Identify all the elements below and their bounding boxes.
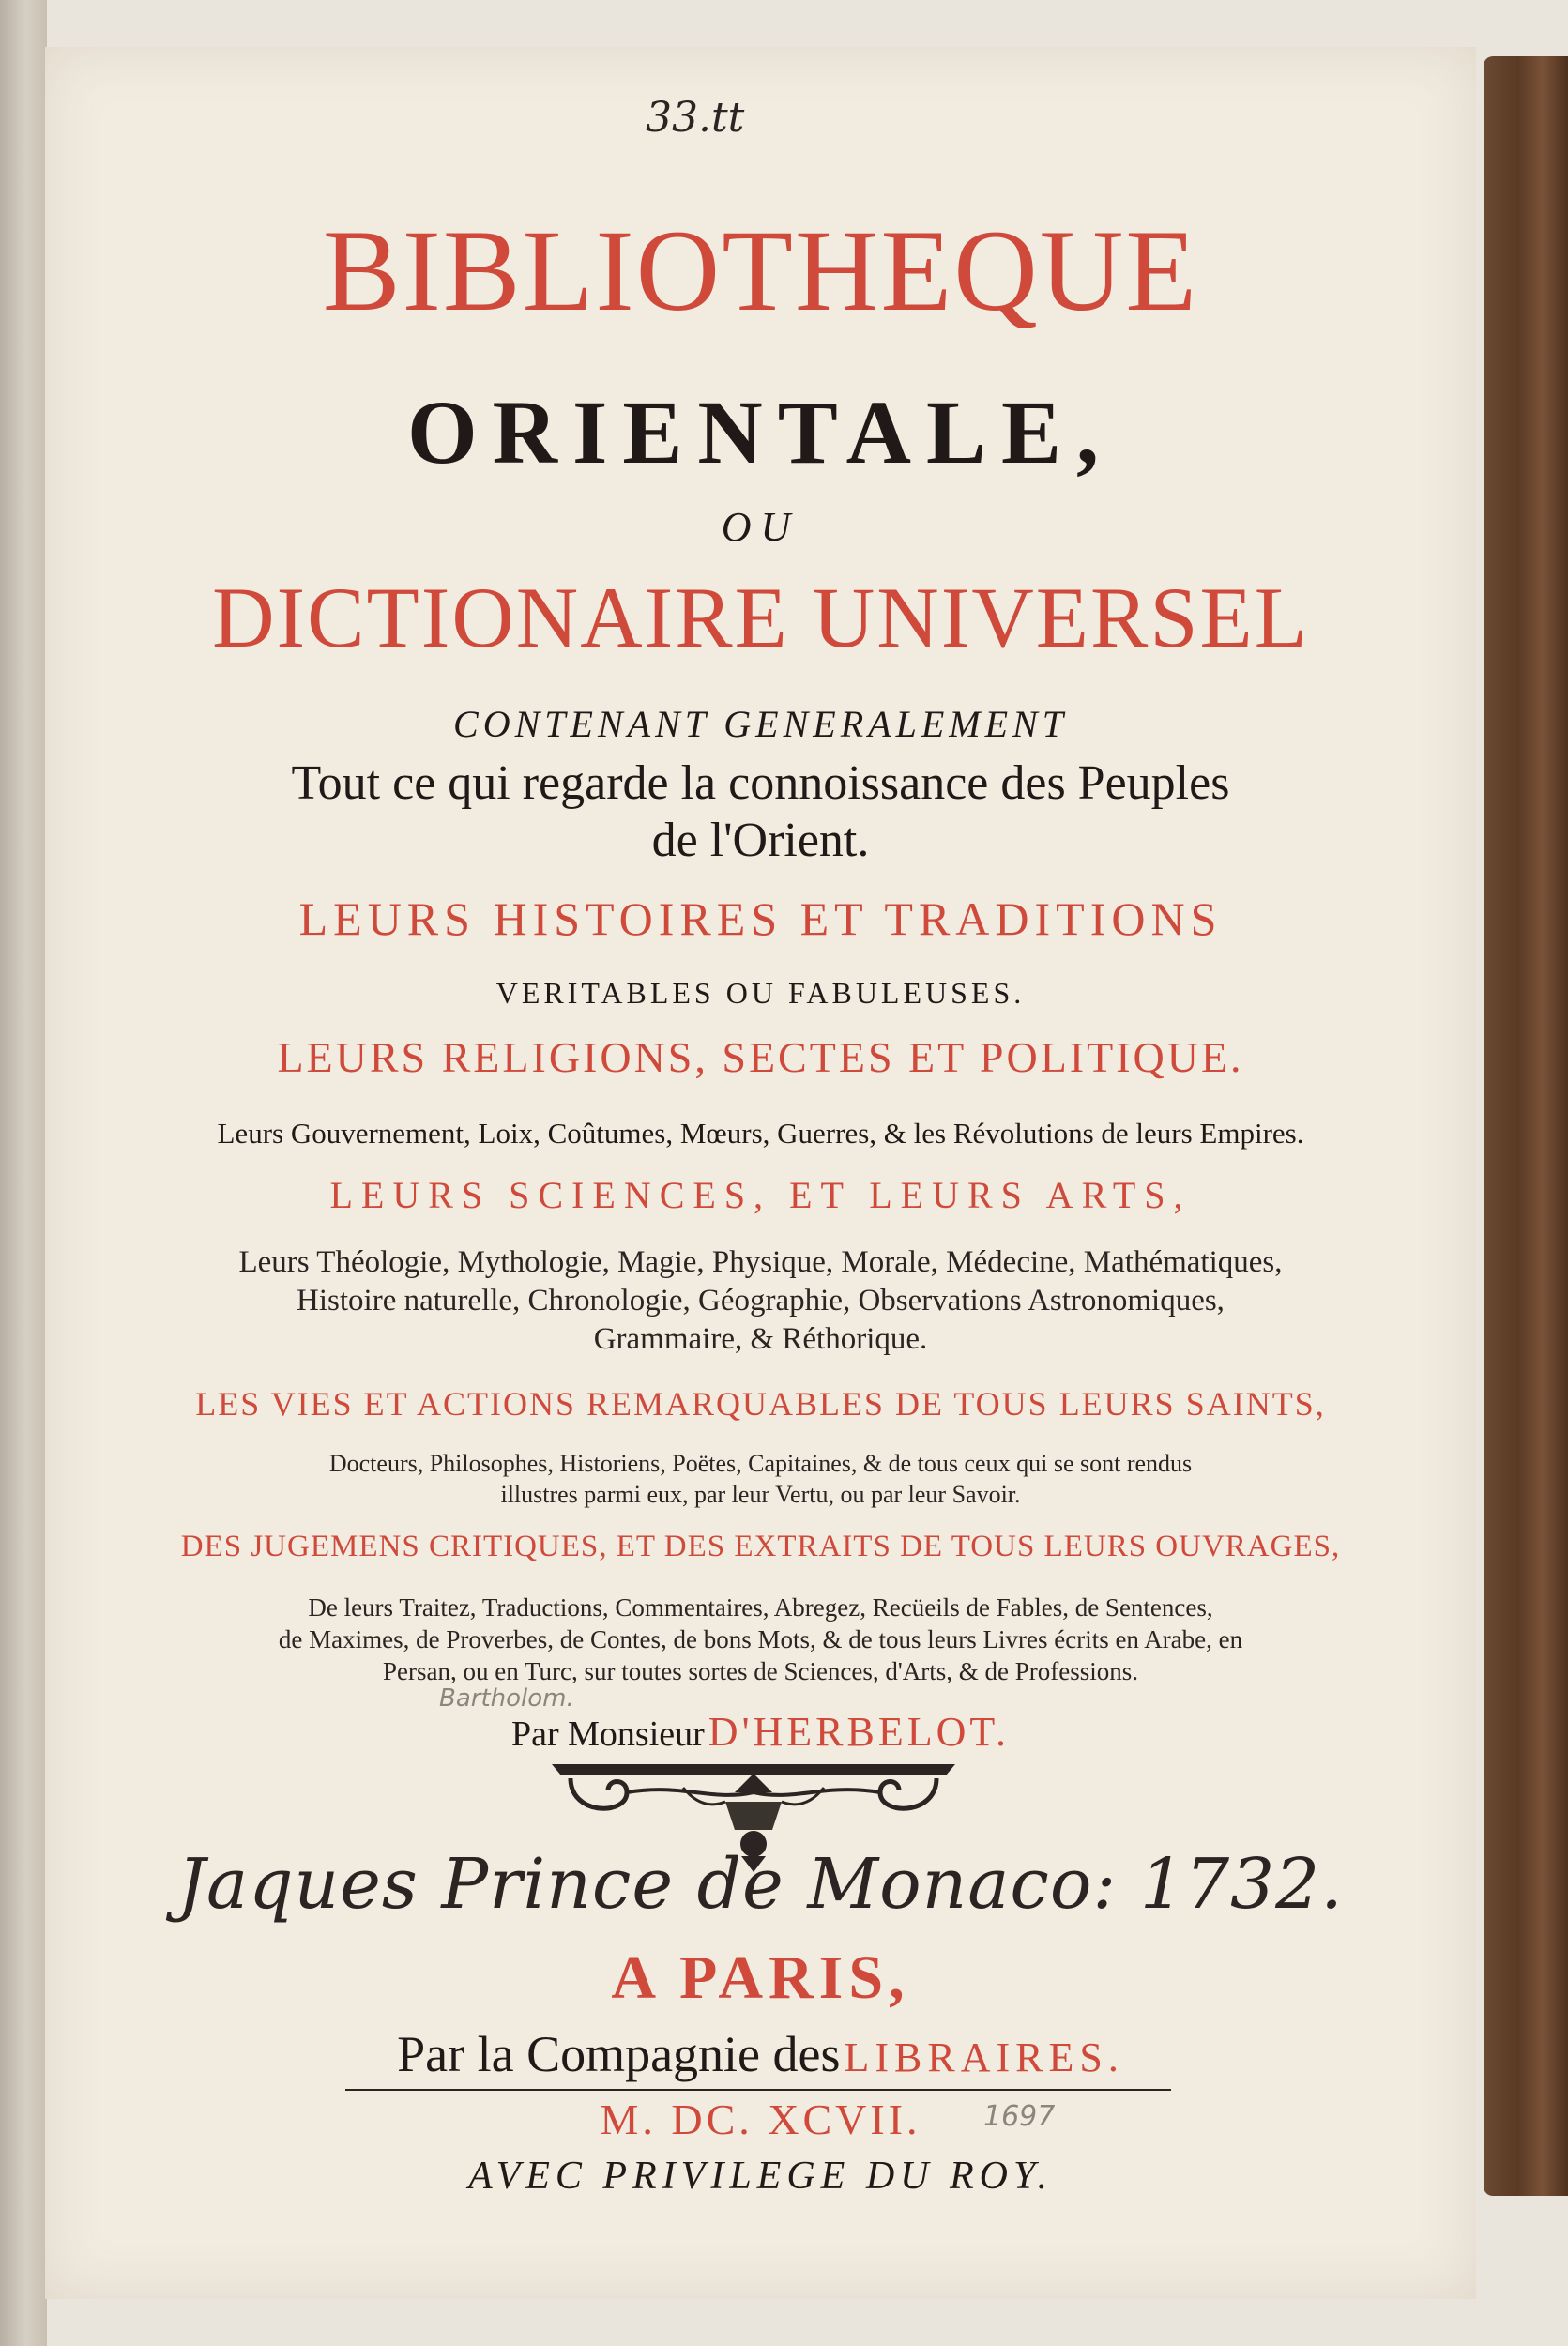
subtitle-tout-line2: de l'Orient. (651, 814, 870, 867)
heading-sciences: LEURS SCIENCES, ET LEURS ARTS, (329, 1174, 1192, 1216)
text-theologie-line3: Grammaire, & Réthorique. (593, 1322, 928, 1356)
text-docteurs-line1: Docteurs, Philosophes, Historiens, Poëtes, Capitaines, & de tous ceux qui se sont rendus (328, 1450, 1193, 1477)
text-traitez-line3: Persan, ou en Turc, sur toutes sortes de Sciences, d'Arts, & de Professions. (382, 1657, 1139, 1685)
text-theologie-line1: Leurs Théologie, Mythologie, Magie, Physique, Morale, Médecine, Mathématiques, (238, 1245, 1283, 1279)
publisher-prefix: Par la Compagnie des (397, 2026, 841, 2082)
author-prefix: Par Monsieur (510, 1714, 705, 1754)
publisher-name: LIBRAIRES. (844, 2034, 1124, 2080)
author-name: D'HERBELOT. (708, 1709, 1010, 1755)
imprint-city: A PARIS, (611, 1943, 910, 2012)
subtitle-contenant: CONTENANT GENERALEMENT (453, 703, 1068, 745)
pencil-year: 1697 (983, 2100, 1056, 2133)
text-traitez-line1: De leurs Traitez, Traductions, Commentaires, Abregez, Recüeils de Fables, de Sentences, (308, 1593, 1213, 1622)
handwritten-inscription: Jaques Prince de Monaco: 1732. (177, 1844, 1344, 1925)
text-traitez-line2: de Maximes, de Proverbes, de Contes, de bons Mots, & de tous leurs Livres écrits en Arabe, en (278, 1625, 1243, 1653)
publisher-underline (345, 2089, 1171, 2091)
pencil-note-author: Bartholom. (439, 1684, 574, 1713)
leather-spine (1484, 56, 1568, 2196)
book-binding-left (0, 0, 47, 2346)
subtitle-tout-line1: Tout ce qui regarde la connoissance des Peuples (291, 756, 1230, 810)
text-gouvernement: Leurs Gouvernement, Loix, Coûtumes, Mœurs, Guerres, & les Révolutions de leurs Empires. (217, 1117, 1304, 1150)
title-ou: OU (721, 504, 800, 550)
title-bibliotheque: BIBLIOTHEQUE (322, 206, 1199, 335)
heading-religions: LEURS RELIGIONS, SECTES ET POLITIQUE. (277, 1033, 1244, 1081)
text-veritables: VERITABLES OU FABULEUSES. (495, 976, 1026, 1010)
title-page (45, 47, 1476, 2299)
imprint-privilege: AVEC PRIVILEGE DU ROY. (468, 2155, 1053, 2198)
heading-histoires: LEURS HISTOIRES ET TRADITIONS (298, 892, 1223, 945)
title-orientale: ORIENTALE, (406, 382, 1114, 482)
title-dictionaire-universel: DICTIONAIRE UNIVERSEL (212, 570, 1309, 665)
heading-vies: LES VIES ET ACTIONS REMARQUABLES DE TOUS LEURS SAINTS, (195, 1385, 1326, 1423)
heading-jugemens: DES JUGEMENS CRITIQUES, ET DES EXTRAITS DE TOUS LEURS OUVRAGES, (180, 1530, 1341, 1563)
text-docteurs-line2: illustres parmi eux, par leur Vertu, ou par leur Savoir. (500, 1481, 1021, 1508)
text-theologie-line2: Histoire naturelle, Chronologie, Géographie, Observations Astronomiques, (297, 1284, 1225, 1318)
imprint-publisher (45, 2025, 1476, 2083)
imprint-year: M. DC. XCVII. (600, 2095, 921, 2143)
price-annotation: 33.tt (646, 94, 745, 142)
